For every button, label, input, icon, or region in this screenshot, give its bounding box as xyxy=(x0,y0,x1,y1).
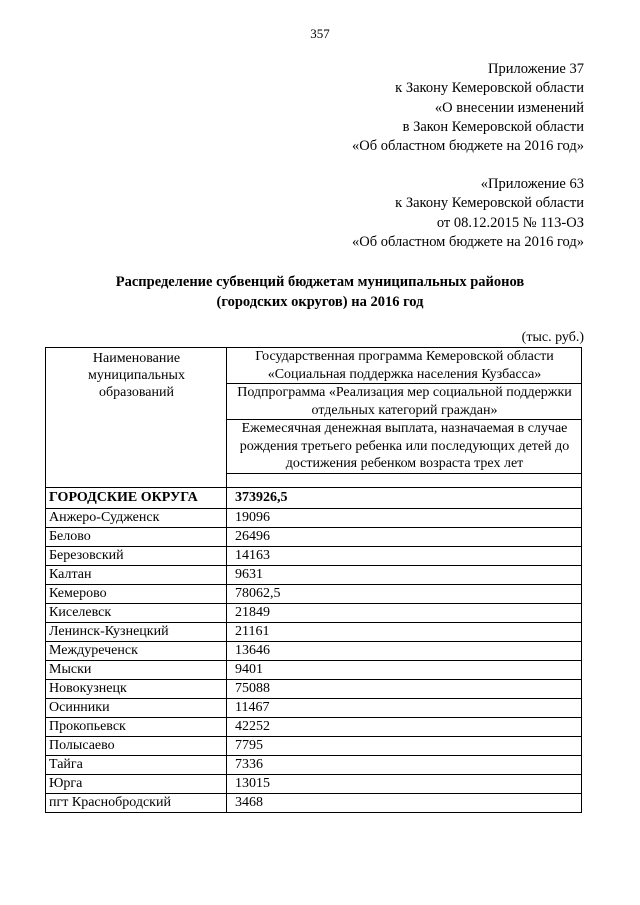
municipality-name-cell: Березовский xyxy=(46,546,227,565)
table-row xyxy=(46,622,582,641)
subvention-value-cell: 19096 xyxy=(227,508,582,527)
appendix-37-line: к Закону Кемеровской области xyxy=(395,80,584,97)
units-label: (тыс. руб.) xyxy=(521,330,584,345)
table-row xyxy=(46,793,582,812)
table-row xyxy=(46,660,582,679)
municipality-name-cell: Киселевск xyxy=(46,603,227,622)
table-row xyxy=(46,565,582,584)
appendix-37-line: в Закон Кемеровской области xyxy=(402,118,584,135)
subvention-value-cell: 21161 xyxy=(227,622,582,641)
total-name-cell: ГОРОДСКИЕ ОКРУГА xyxy=(46,487,227,508)
header-subprogram: Подпрограмма «Реализация мер социальной поддержки отдельных категорий граждан» xyxy=(227,384,582,420)
subvention-value-cell: 26496 xyxy=(227,527,582,546)
municipality-name-cell: Анжеро-Судженск xyxy=(46,508,227,527)
subvention-value-cell: 13646 xyxy=(227,641,582,660)
table-row xyxy=(46,679,582,698)
municipality-name-cell: Тайга xyxy=(46,755,227,774)
subvention-value-cell: 21849 xyxy=(227,603,582,622)
municipality-name-cell: Юрга xyxy=(46,774,227,793)
municipality-name-cell: Калтан xyxy=(46,565,227,584)
appendix-63-line: от 08.12.2015 № 113-ОЗ xyxy=(436,214,584,231)
municipality-name-cell: Ленинск-Кузнецкий xyxy=(46,622,227,641)
appendix-37-line: Приложение 37 xyxy=(488,61,584,77)
municipality-name-cell: Прокопьевск xyxy=(46,717,227,736)
subvention-value-cell: 7336 xyxy=(227,755,582,774)
table-header-row xyxy=(46,348,582,384)
header-payment: Ежемесячная денежная выплата, назначаемая в случае рождения третьего ребенка или последующих детей до достижения ребенком возраста трех лет xyxy=(227,420,582,474)
municipality-name-cell: Осинники xyxy=(46,698,227,717)
table-row xyxy=(46,603,582,622)
municipality-name-cell: Новокузнецк xyxy=(46,679,227,698)
municipality-name-cell: пгт Краснобродский xyxy=(46,793,227,812)
subvention-value-cell: 11467 xyxy=(227,698,582,717)
appendix-63-header xyxy=(352,175,584,252)
table-row xyxy=(46,774,582,793)
table-row xyxy=(46,736,582,755)
document-title xyxy=(0,273,640,312)
table-row xyxy=(46,508,582,527)
table-row xyxy=(46,584,582,603)
subvention-value-cell: 13015 xyxy=(227,774,582,793)
subvention-value-cell: 75088 xyxy=(227,679,582,698)
appendix-37-line: «О внесении изменений xyxy=(434,99,584,116)
municipality-name-cell: Междуреченск xyxy=(46,641,227,660)
subvention-value-cell: 3468 xyxy=(227,793,582,812)
appendix-63-line: «Приложение 63 xyxy=(480,176,584,192)
table-total-row xyxy=(46,487,582,508)
municipality-name-cell: Полысаево xyxy=(46,736,227,755)
subvention-value-cell: 7795 xyxy=(227,736,582,755)
table-row xyxy=(46,527,582,546)
municipality-name-cell: Кемерово xyxy=(46,584,227,603)
header-program: Государственная программа Кемеровской области «Социальная поддержка населения Кузбасса» xyxy=(227,348,582,384)
header-gap-cell xyxy=(227,473,582,487)
total-value-cell: 373926,5 xyxy=(227,487,582,508)
subvention-value-cell: 42252 xyxy=(227,717,582,736)
document-title-line: Распределение субвенций бюджетам муниципальных районов xyxy=(115,274,525,290)
table-row xyxy=(46,546,582,565)
table-row xyxy=(46,755,582,774)
appendix-63-line: к Закону Кемеровской области xyxy=(395,195,584,212)
document-title-line: (городских округов) на 2016 год xyxy=(216,293,424,310)
municipality-name-cell: Белово xyxy=(46,527,227,546)
subvention-value-cell: 78062,5 xyxy=(227,584,582,603)
table-row xyxy=(46,717,582,736)
header-name-column: Наименование муниципальных образований xyxy=(46,348,227,488)
appendix-63-line: «Об областном бюджете на 2016 год» xyxy=(352,233,584,250)
subvention-value-cell: 9631 xyxy=(227,565,582,584)
table-row xyxy=(46,641,582,660)
municipality-name-cell: Мыски xyxy=(46,660,227,679)
subvention-value-cell: 14163 xyxy=(227,546,582,565)
appendix-37-header xyxy=(352,60,584,156)
subvention-table xyxy=(45,347,582,813)
subvention-value-cell: 9401 xyxy=(227,660,582,679)
appendix-37-line: «Об областном бюджете на 2016 год» xyxy=(352,138,584,155)
table-row xyxy=(46,698,582,717)
page-number: 357 xyxy=(310,26,330,41)
